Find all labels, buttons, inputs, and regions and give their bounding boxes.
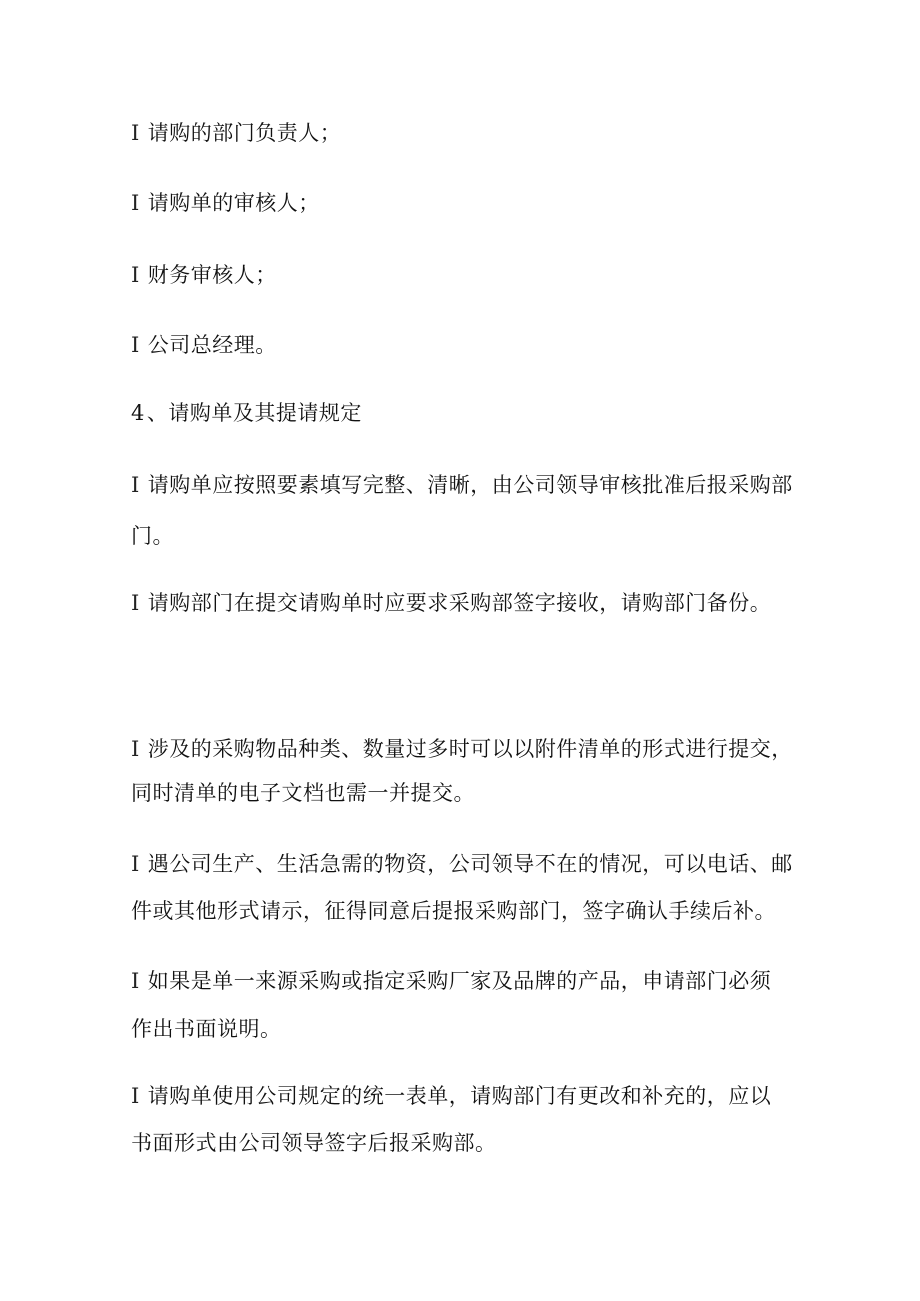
rule-item-continuation bbox=[131, 1011, 282, 1047]
rule-text: 请购部门在提交请购单时应要求采购部签字接收，请购部门备份。 bbox=[147, 591, 772, 615]
rule-item-line bbox=[131, 846, 793, 882]
rule-text: 涉及的采购物品种类、数量过多时可以以附件清单的形式进行提交， bbox=[147, 737, 793, 761]
approver-text: 公司总经理。 bbox=[147, 333, 277, 357]
bullet-marker: I bbox=[131, 473, 140, 497]
section-number: 4 bbox=[131, 401, 145, 425]
rule-text: 同时清单的电子文档也需一并提交。 bbox=[131, 781, 475, 805]
rule-item-continuation bbox=[131, 518, 174, 554]
approver-item bbox=[131, 327, 277, 363]
approver-text: 请购的部门负责人； bbox=[147, 121, 342, 145]
rule-item-line bbox=[131, 731, 793, 767]
rule-item-continuation bbox=[131, 893, 776, 929]
approver-text: 请购单的审核人； bbox=[147, 191, 320, 215]
bullet-marker: I bbox=[131, 1084, 140, 1108]
rule-text: 件或其他形式请示，征得同意后提报采购部门，签字确认手续后补。 bbox=[131, 899, 776, 923]
bullet-marker: I bbox=[131, 191, 140, 215]
rule-text: 如果是单一来源采购或指定采购厂家及品牌的产品，申请部门必须 bbox=[147, 969, 772, 993]
rule-item-continuation bbox=[131, 1125, 497, 1161]
approver-text: 财务审核人； bbox=[147, 263, 277, 287]
approver-item bbox=[131, 115, 341, 151]
rule-item-continuation bbox=[131, 775, 475, 811]
section-title: 、请购单及其提请规定 bbox=[146, 401, 362, 425]
rule-text: 书面形式由公司领导签字后报采购部。 bbox=[131, 1131, 497, 1155]
rule-text: 请购单应按照要素填写完整、清晰，由公司领导审核批准后报采购部 bbox=[147, 473, 793, 497]
rule-text: 遇公司生产、生活急需的物资，公司领导不在的情况，可以电话、邮 bbox=[147, 852, 793, 876]
rule-item-line bbox=[131, 467, 793, 503]
rule-item-line bbox=[131, 963, 771, 999]
bullet-marker: I bbox=[131, 969, 140, 993]
approver-item bbox=[131, 257, 277, 293]
section-heading bbox=[131, 395, 362, 431]
rule-item-line bbox=[131, 585, 771, 621]
bullet-marker: I bbox=[131, 852, 140, 876]
rule-text: 作出书面说明。 bbox=[131, 1017, 282, 1041]
approver-item bbox=[131, 185, 320, 221]
bullet-marker: I bbox=[131, 263, 140, 287]
bullet-marker: I bbox=[131, 737, 140, 761]
rule-text: 门。 bbox=[131, 524, 174, 548]
bullet-marker: I bbox=[131, 121, 140, 145]
rule-item-line bbox=[131, 1078, 771, 1114]
bullet-marker: I bbox=[131, 333, 140, 357]
bullet-marker: I bbox=[131, 591, 140, 615]
rule-text: 请购单使用公司规定的统一表单，请购部门有更改和补充的，应以 bbox=[147, 1084, 772, 1108]
